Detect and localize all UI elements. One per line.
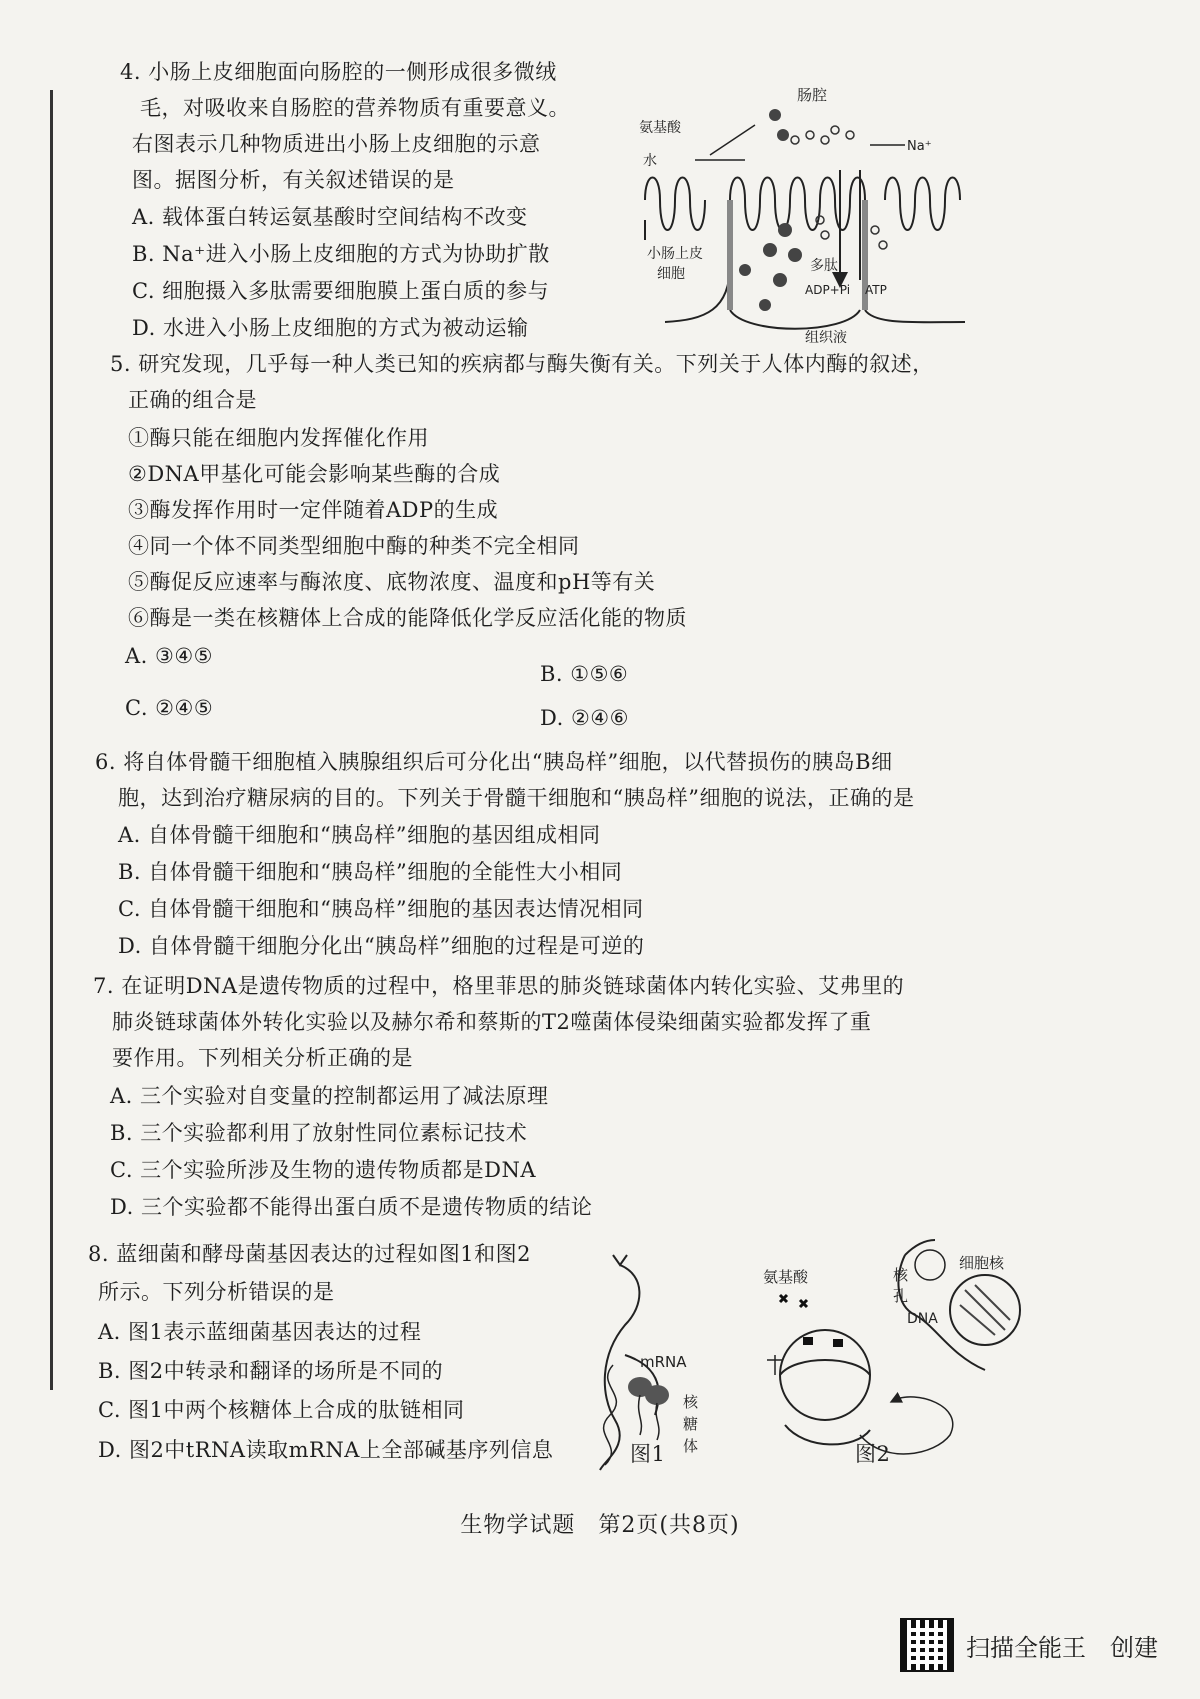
q7-line-1: 7. 在证明DNA是遗传物质的过程中，格里菲思的肺炎链球菌体内转化实验、艾弗里的 <box>93 974 905 998</box>
q6-option-d: D. 自体骨髓干细胞分化出“胰岛样”细胞的过程是可逆的 <box>118 934 645 958</box>
q5-option-d: D. ②④⑥ <box>540 706 629 730</box>
label-peptide: 多肽 <box>810 258 838 274</box>
fig1-ribosome-3: 体 <box>683 1437 699 1455</box>
label-water: 水 <box>643 153 657 169</box>
q5-option-b: B. ①⑤⑥ <box>540 662 629 686</box>
q4-intestinal-cell-figure <box>635 80 995 350</box>
label-na: Na⁺ <box>907 139 932 154</box>
watermark-text: 扫描全能王 创建 <box>966 1633 1158 1662</box>
q4-option-a: A. 载体蛋白转运氨基酸时空间结构不改变 <box>132 205 528 229</box>
label-cell-2: 细胞 <box>657 266 685 282</box>
q5-line-2: 正确的组合是 <box>128 388 257 412</box>
qr-code-icon <box>900 1618 954 1672</box>
q6-line-2: 胞，达到治疗糖尿病的目的。下列关于骨髓干细胞和“胰岛样”细胞的说法，正确的是 <box>118 786 915 810</box>
q6-option-b: B. 自体骨髓干细胞和“胰岛样”细胞的全能性大小相同 <box>118 860 623 884</box>
q7-line-2: 肺炎链球菌体外转化实验以及赫尔希和蔡斯的T2噬菌体侵染细菌实验都发挥了重 <box>112 1010 872 1034</box>
q8-option-b: B. 图2中转录和翻译的场所是不同的 <box>98 1359 444 1383</box>
fig1-caption: 图1 <box>630 1442 666 1466</box>
q5-option-c: C. ②④⑤ <box>125 696 214 720</box>
fig2-nucleus-label: 细胞核 <box>959 1254 1005 1272</box>
fig2-dna-label: DNA <box>907 1311 938 1327</box>
q7-option-b: B. 三个实验都利用了放射性同位素标记技术 <box>110 1121 528 1145</box>
q5-option-a: A. ③④⑤ <box>125 644 213 668</box>
q5-line-1: 5. 研究发现，几乎每一种人类已知的疾病都与酶失衡有关。下列关于人体内酶的叙述， <box>110 352 934 376</box>
label-tissue-fluid: 组织液 <box>805 330 847 346</box>
label-lumen: 肠腔 <box>797 86 828 104</box>
fig1-ribosome-2: 糖 <box>683 1415 699 1433</box>
label-cell-1: 小肠上皮 <box>647 246 703 262</box>
scanner-watermark <box>900 1618 1158 1672</box>
q5-item-2: ②DNA甲基化可能会影响某些酶的合成 <box>128 462 501 486</box>
q8-option-d: D. 图2中tRNA读取mRNA上全部碱基序列信息 <box>98 1438 554 1462</box>
q7-option-a: A. 三个实验对自变量的控制都运用了减法原理 <box>110 1084 549 1108</box>
q5-item-5: ⑤酶促反应速率与酶浓度、底物浓度、温度和pH等有关 <box>128 570 656 594</box>
fig1-mrna-label: mRNA <box>640 1353 687 1371</box>
q6-line-1: 6. 将自体骨髓干细胞植入胰腺组织后可分化出“胰岛样”细胞，以代替损伤的胰岛B细 <box>95 750 893 774</box>
q5-item-4: ④同一个体不同类型细胞中酶的种类不完全相同 <box>128 534 580 558</box>
fig1-ribosome-1: 核 <box>683 1393 699 1411</box>
q8-line-2: 所示。下列分析错误的是 <box>98 1280 335 1304</box>
margin-line <box>50 90 53 1390</box>
q4-line-4: 图。据图分析，有关叙述错误的是 <box>132 168 455 192</box>
label-atp: ATP <box>865 283 887 297</box>
label-amino-acid: 氨基酸 <box>639 120 681 136</box>
q7-line-3: 要作用。下列相关分析正确的是 <box>112 1046 413 1070</box>
q4-line-2: 毛，对吸收来自肠腔的营养物质有重要意义。 <box>140 96 570 120</box>
fig2-amino-acid-label: 氨基酸 <box>763 1268 809 1286</box>
q5-item-1: ①酶只能在细胞内发挥催化作用 <box>128 426 429 450</box>
q7-option-c: C. 三个实验所涉及生物的遗传物质都是DNA <box>110 1158 537 1182</box>
q4-option-c: C. 细胞摄入多肽需要细胞膜上蛋白质的参与 <box>132 279 550 303</box>
fig2-pore-1: 核 <box>893 1266 909 1284</box>
q5-item-3: ③酶发挥作用时一定伴随着ADP的生成 <box>128 498 499 522</box>
fig2-pore-2: 孔 <box>893 1287 909 1305</box>
q8-figure-2 <box>735 1235 1035 1475</box>
q7-option-d: D. 三个实验都不能得出蛋白质不是遗传物质的结论 <box>110 1195 593 1219</box>
q8-option-c: C. 图1中两个核糖体上合成的肽链相同 <box>98 1398 465 1422</box>
q4-line-1: 4. 小肠上皮细胞面向肠腔的一侧形成很多微绒 <box>120 60 557 84</box>
q8-option-a: A. 图1表示蓝细菌基因表达的过程 <box>98 1320 422 1344</box>
page-footer: 生物学试题 第2页(共8页) <box>460 1513 740 1538</box>
q4-option-b: B. Na⁺进入小肠上皮细胞的方式为协助扩散 <box>132 242 550 266</box>
q6-option-c: C. 自体骨髓干细胞和“胰岛样”细胞的基因表达情况相同 <box>118 897 644 921</box>
q4-option-d: D. 水进入小肠上皮细胞的方式为被动运输 <box>132 316 529 340</box>
q8-line-1: 8. 蓝细菌和酵母菌基因表达的过程如图1和图2 <box>88 1242 531 1266</box>
q4-line-3: 右图表示几种物质进出小肠上皮细胞的示意 <box>132 132 541 156</box>
fig2-caption: 图2 <box>855 1442 891 1466</box>
q5-item-6: ⑥酶是一类在核糖体上合成的能降低化学反应活化能的物质 <box>128 606 687 630</box>
label-adp: ADP+Pi <box>805 283 851 297</box>
q6-option-a: A. 自体骨髓干细胞和“胰岛样”细胞的基因组成相同 <box>118 823 601 847</box>
